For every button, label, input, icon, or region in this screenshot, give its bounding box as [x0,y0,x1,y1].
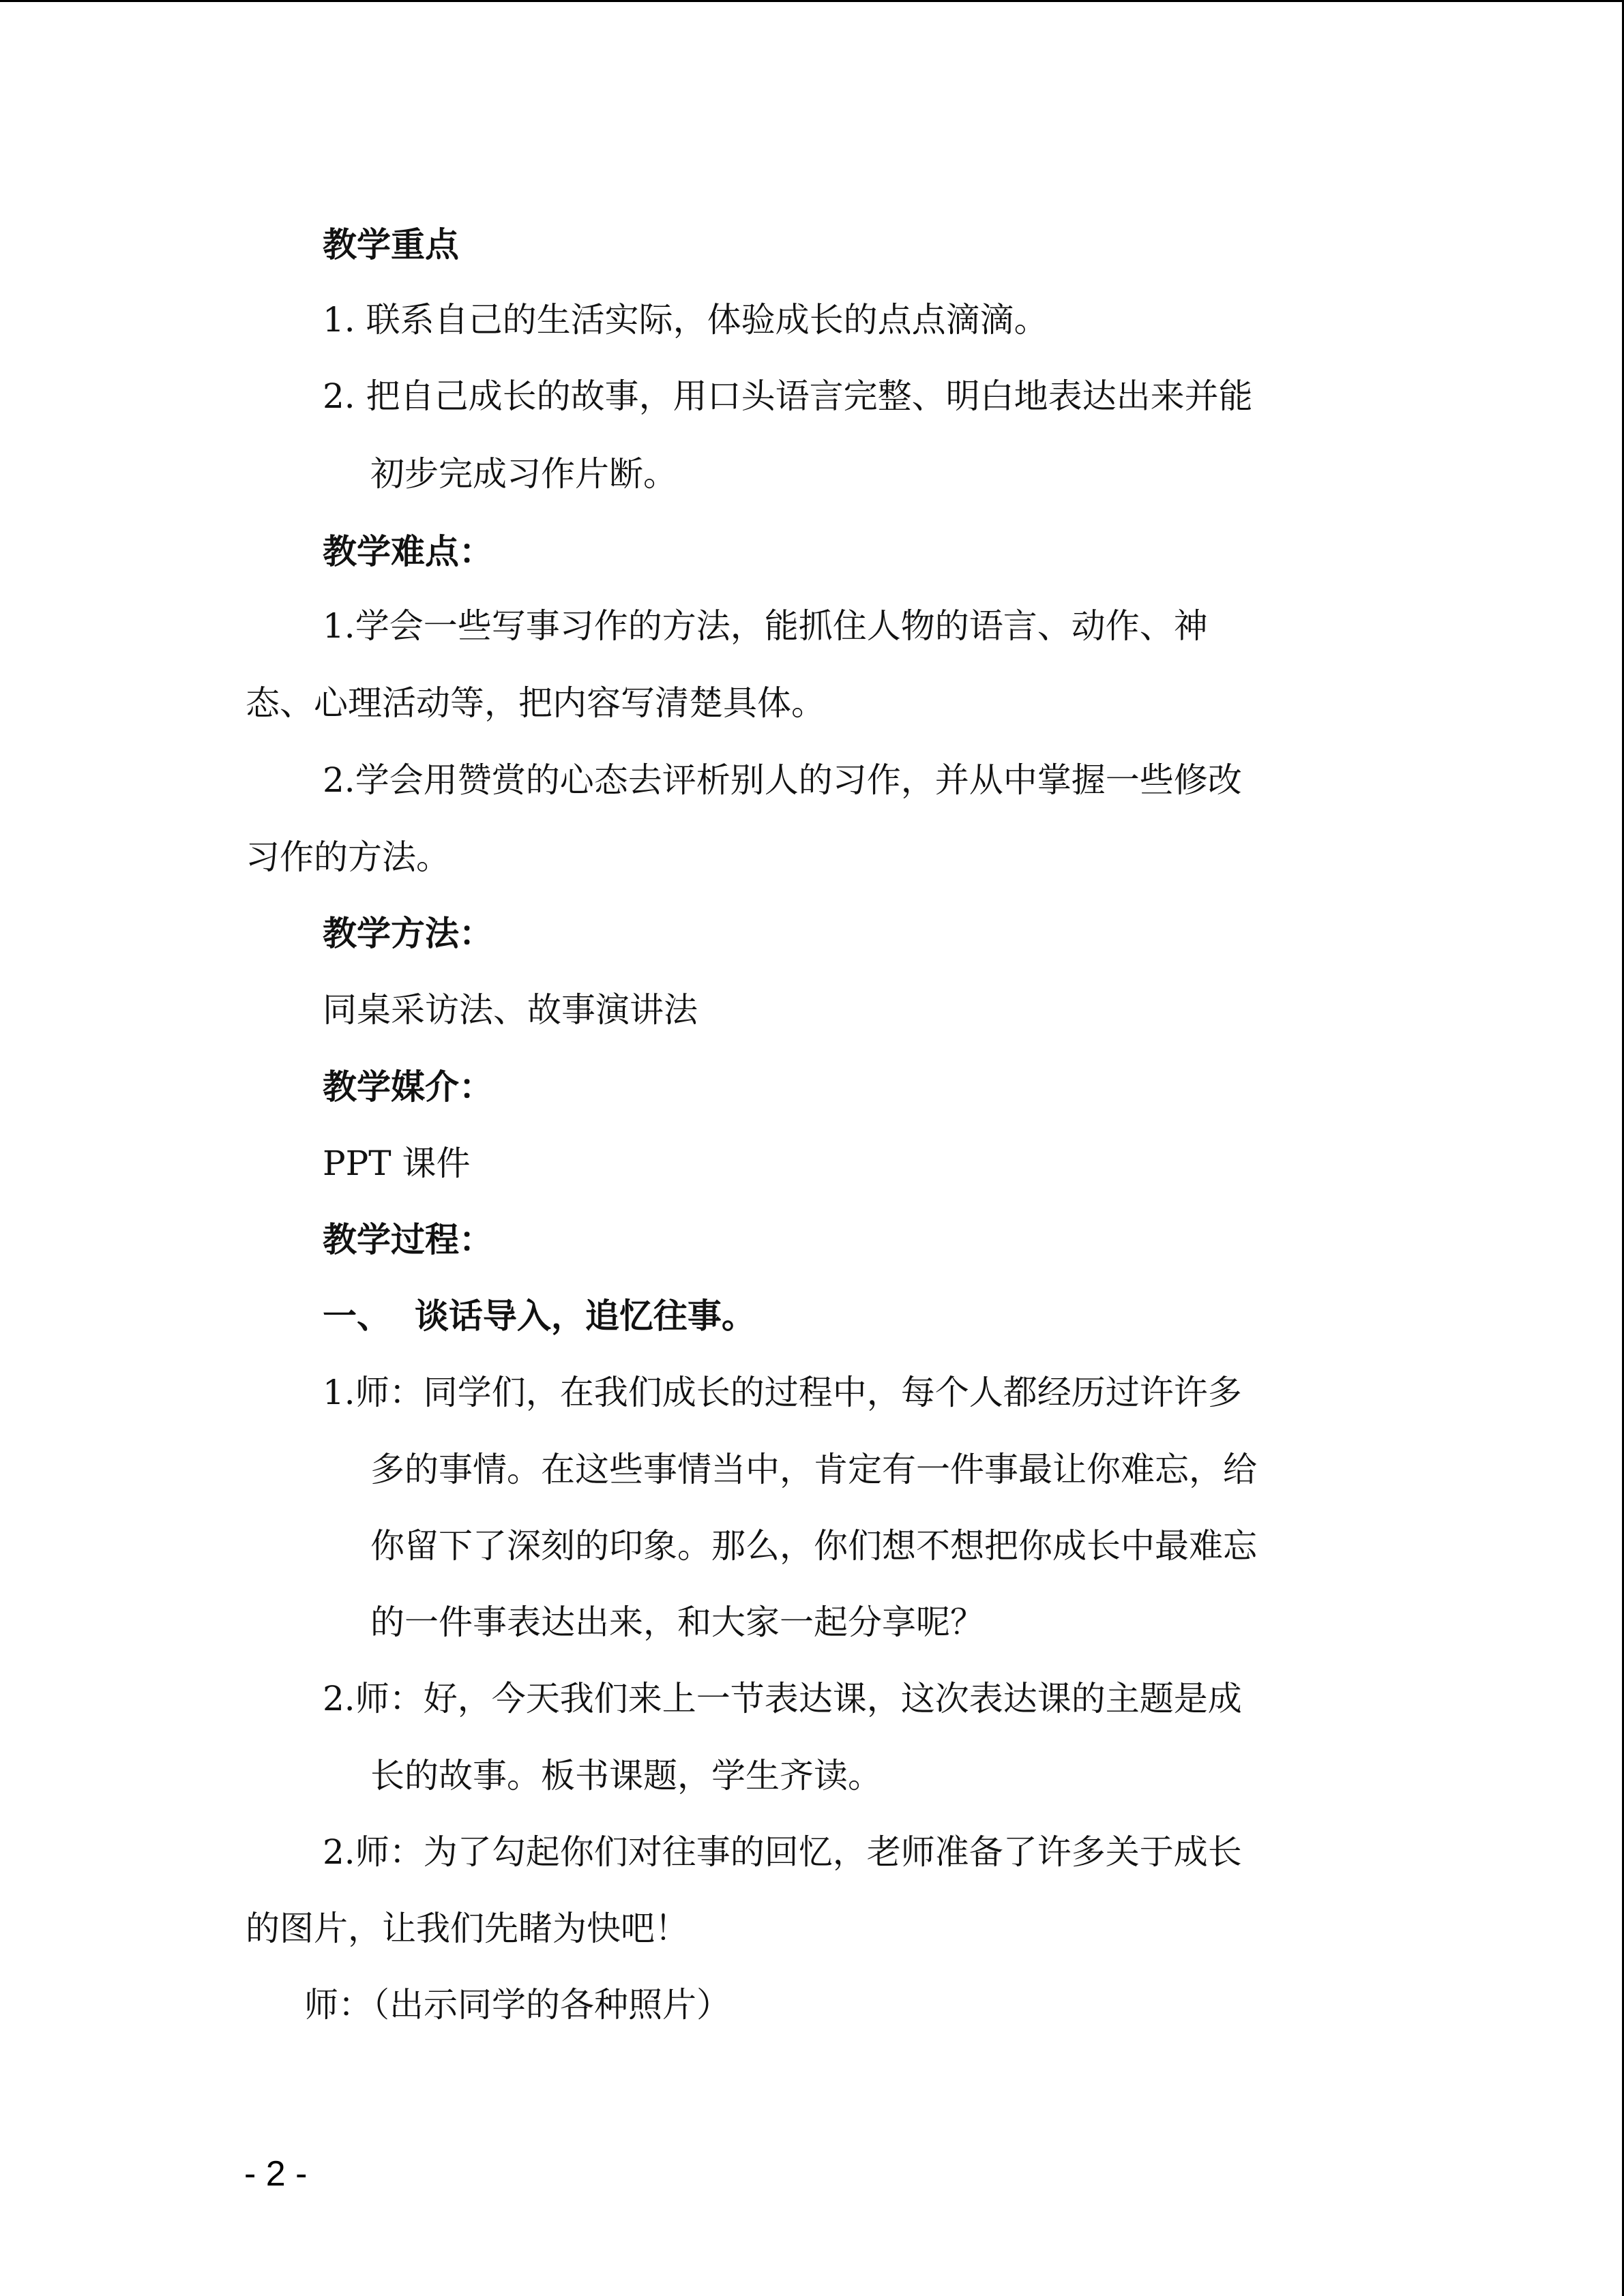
difficulty-item-1: 1.学会一些写事习作的方法，能抓住人物的语言、动作、神 [323,606,1208,646]
focus-item-2-continued: 初步完成习作片断。 [370,454,677,494]
heading-teaching-method: 教学方法： [323,914,493,953]
process-paragraph-2-line-2: 长的故事。板书课题，学生齐读。 [370,1756,882,1795]
process-paragraph-1-line-1: 1.师：同学们，在我们成长的过程中，每个人都经历过许许多 [323,1373,1242,1412]
process-paragraph-3-line-2: 的图片，让我们先睹为快吧！ [246,1909,689,1948]
teaching-media-text: PPT 课件 [323,1144,471,1183]
section-heading-1: 一、 谈话导入，追忆往事。 [323,1296,756,1336]
process-paragraph-1-line-3: 你留下了深刻的印象。那么，你们想不想把你成长中最难忘 [370,1526,1257,1566]
heading-teaching-media: 教学媒介： [323,1067,493,1107]
heading-teaching-process: 教学过程： [323,1220,493,1259]
heading-teaching-difficulty: 教学难点： [323,532,493,571]
teacher-note: 师：（出示同学的各种照片） [304,1985,730,2025]
focus-item-2: 2. 把自己成长的故事，用口头语言完整、明白地表达出来并能 [323,376,1253,416]
difficulty-item-2: 2.学会用赞赏的心态去评析别人的习作，并从中掌握一些修改 [323,760,1242,800]
process-paragraph-2-line-1: 2.师：好，今天我们来上一节表达课，这次表达课的主题是成 [323,1679,1242,1718]
page-number: - 2 - [244,2154,308,2194]
difficulty-item-2-continued: 习作的方法。 [246,837,450,877]
focus-item-1: 1. 联系自己的生活实际，体验成长的点点滴滴。 [323,300,1048,340]
process-paragraph-3-line-1: 2.师：为了勾起你们对往事的回忆，老师准备了许多关于成长 [323,1832,1242,1872]
process-paragraph-1-line-2: 多的事情。在这些事情当中，肯定有一件事最让你难忘，给 [370,1450,1257,1489]
heading-teaching-focus: 教学重点 [323,225,459,265]
process-paragraph-1-line-4: 的一件事表达出来，和大家一起分享呢？ [370,1602,984,1642]
teaching-method-text: 同桌采访法、故事演讲法 [323,990,698,1030]
difficulty-item-1-continued: 态、心理活动等，把内容写清楚具体。 [246,683,825,723]
